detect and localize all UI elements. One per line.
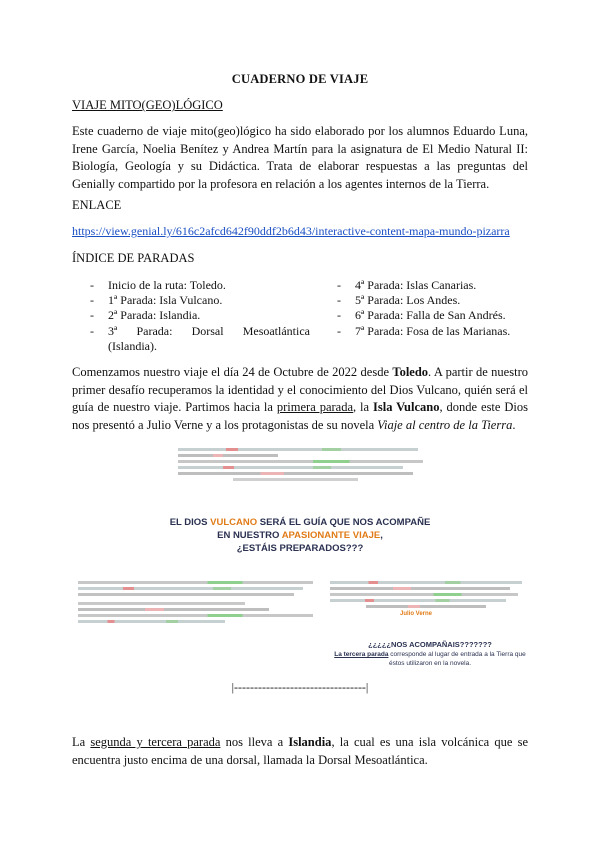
banner-apasionante: APASIONANTE VIAJE: [281, 530, 381, 541]
list-item: - 4ª Parada: Islas Canarias.: [337, 278, 537, 293]
banner-question: ¿ESTÁIS PREPARADOS???: [236, 543, 364, 554]
genially-link[interactable]: https://view.genial.ly/616c2afcd642f90ddf2b6d43/interactive-content-mapa-mundo-pizarra: [72, 224, 510, 238]
toledo-bold: Toledo: [392, 365, 429, 379]
islandia-bold: Islandia: [288, 735, 332, 749]
list-item: - 3ª Parada: Dorsal Mesoatlántica (Islandia).: [90, 324, 310, 354]
list-item: - 7ª Parada: Fosa de las Marianas.: [337, 324, 537, 339]
link-heading: ENLACE: [72, 198, 122, 212]
text-span: , donde este Dios nos presentó a Julio Verne y a los protagonistas de su novela: [72, 400, 528, 432]
index-heading: ÍNDICE DE PARADAS: [72, 251, 195, 265]
genially-question: ¿¿¿¿¿NOS ACOMPAÑAIS???????: [330, 640, 530, 648]
banner-text: ,: [380, 530, 383, 541]
document-title: CUADERNO DE VIAJE: [231, 72, 369, 86]
list-item: - Inicio de la ruta: Toledo.: [90, 278, 310, 293]
text-span: nos lleva a: [220, 735, 289, 749]
banner-text: SERÁ EL GUÍA QUE NOS ACOMPAÑE: [257, 517, 431, 528]
banner-text: EN NUESTRO: [217, 530, 282, 541]
text-span: , la: [353, 400, 374, 414]
primera-parada-underline: primera parada: [276, 400, 353, 414]
isla-vulcano-bold: Isla Vulcano: [373, 400, 440, 414]
section-heading-viaje: VIAJE MITO(GEO)LÓGICO: [72, 98, 223, 112]
vulcano-banner: [150, 516, 450, 555]
text-span: . A partir de nuestro primer desafío recuperamos la identidad y el conocimiento del Dios Vulcano, quién será el guía de nuestro viaje. Partimos hacia la: [72, 365, 528, 414]
list-item: - 6ª Parada: Falla de San Andrés.: [337, 308, 537, 323]
julio-verne-label: Julio Verne: [400, 611, 433, 617]
segunda-tercera-underline: segunda y tercera parada: [90, 735, 221, 749]
genially-text-image-right: [330, 578, 530, 640]
tercera-underline: La tercera parada: [334, 651, 389, 658]
banner-text: EL DIOS: [169, 517, 211, 528]
section-separator: |---------------------------------|: [231, 680, 369, 694]
text-span: Comenzamos nuestro viaje el día 24 de Octubre de 2022 desde: [72, 365, 393, 379]
index-list-right: [337, 278, 537, 339]
index-list-left: [90, 278, 310, 354]
islandia-paragraph: [72, 734, 528, 769]
banner-vulcano: VULCANO: [210, 517, 258, 528]
list-item: - 5ª Parada: Los Andes.: [337, 293, 537, 308]
journey-paragraph: [72, 364, 528, 434]
genially-tercera-note: [330, 650, 530, 674]
text-span: corresponde al lugar de entrada a la Tierra que éstos utilizaron en la novela.: [388, 651, 526, 667]
intro-paragraph: Este cuaderno de viaje mito(geo)lógico ha sido elaborado por los alumnos Eduardo Luna, Irene García, Noelia Benítez y Andrea Martín para la asignatura de El Medio Natural II: Biología, Geología y su Didáctica. Trata de elaborar respuestas a las preguntas del Genially compartido por la profesora en relación a los agentes internos de la Tierra.: [72, 124, 528, 191]
list-item: - 2ª Parada: Islandia.: [90, 308, 310, 323]
genially-text-image-top: [178, 445, 428, 503]
list-item: - 1ª Parada: Isla Vulcano.: [90, 293, 310, 308]
novel-title-italic: Viaje al centro de la Tierra: [377, 417, 513, 432]
genially-text-image-left: [78, 578, 323, 640]
text-span: , la cual es una isla volcánica que se encuentra justo encima de una dorsal, llamada la Dorsal Mesoatlántica.: [72, 735, 528, 767]
text-span: .: [512, 417, 516, 432]
text-span: La: [72, 735, 91, 749]
